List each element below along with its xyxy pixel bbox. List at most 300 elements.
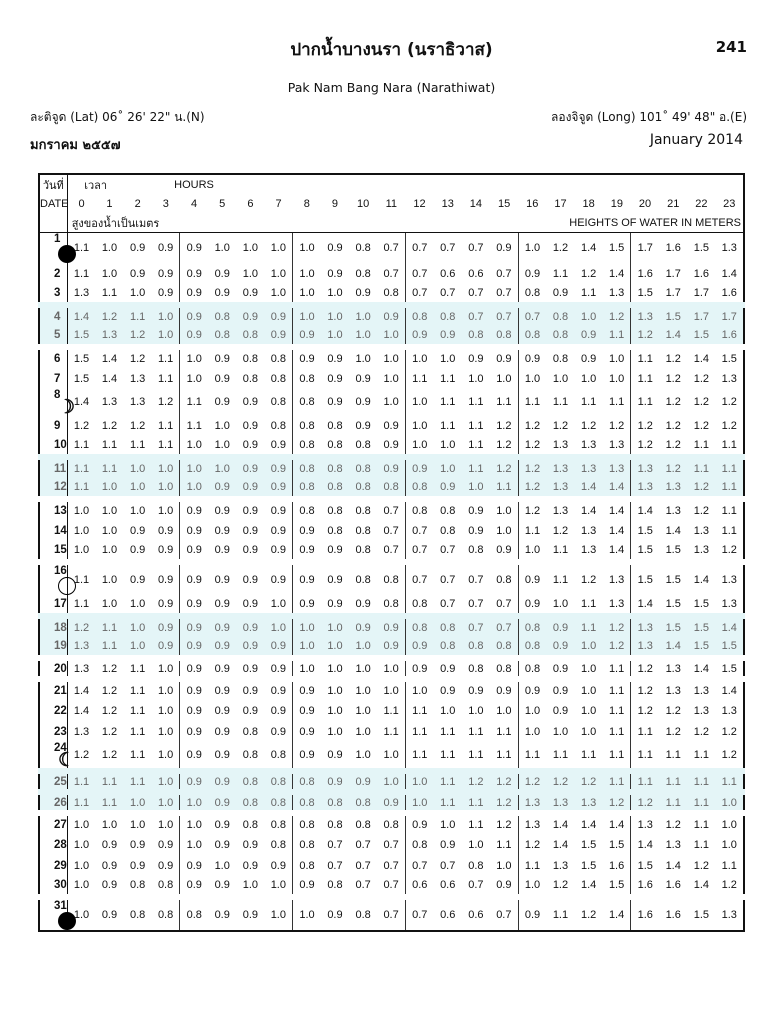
height-value-cell: 1.2 (95, 658, 123, 679)
height-value-cell: 1.0 (490, 520, 518, 541)
height-value-cell: 1.0 (214, 439, 230, 451)
table-row (39, 637, 744, 658)
height-value-cell: 0.8 (299, 439, 315, 451)
height-value-cell: 0.9 (236, 478, 264, 499)
height-value-cell: 1.0 (293, 897, 321, 931)
height-value-cell: 0.7 (434, 562, 462, 595)
height-value-cell: 1.6 (721, 287, 737, 299)
height-value-cell: 0.9 (214, 396, 230, 408)
height-value-cell: 0.8 (327, 879, 343, 891)
day-number: 12 (54, 481, 67, 493)
height-value-cell: 0.9 (518, 562, 546, 595)
height-value-cell: 1.1 (412, 704, 428, 717)
height-value-cell: 0.8 (468, 544, 484, 556)
height-value-cell: 1.0 (603, 368, 631, 389)
table-row (39, 478, 744, 499)
height-value-cell: 0.9 (101, 838, 118, 851)
height-value-cell: 1.5 (659, 616, 687, 637)
height-value-cell: 0.8 (236, 771, 264, 792)
height-value-cell: 0.9 (152, 562, 180, 595)
height-value-cell: 0.8 (299, 372, 315, 385)
height-value-cell: 1.1 (721, 524, 737, 537)
height-value-cell: 1.1 (490, 478, 518, 499)
height-value-cell: 1.1 (524, 396, 541, 408)
height-value-cell: 1.2 (73, 749, 90, 761)
height-value-cell: 0.8 (265, 771, 293, 792)
height-value-cell: 1.3 (603, 284, 631, 305)
height-value-cell: 0.8 (299, 838, 315, 851)
height-value-cell: 0.9 (355, 419, 371, 432)
height-value-cell: 0.8 (321, 457, 349, 478)
height-value-cell: 1.1 (490, 389, 518, 415)
day-number: 29 (54, 859, 67, 872)
height-value-cell: 0.9 (186, 267, 202, 280)
height-value-cell: 1.0 (552, 598, 569, 610)
day-number: 7 (54, 372, 61, 385)
day-number: 31 (54, 900, 67, 912)
date-cell (39, 813, 67, 834)
height-value-cell: 0.9 (434, 478, 462, 499)
height-value-cell: 1.0 (152, 679, 180, 700)
height-value-cell: 0.8 (434, 305, 462, 326)
height-value-cell: 1.0 (152, 721, 180, 742)
height-value-cell: 0.8 (299, 859, 315, 872)
height-value-cell: 1.0 (214, 419, 230, 432)
height-value-cell: 0.9 (242, 419, 259, 432)
height-value-cell: 0.9 (236, 457, 264, 478)
height-value-cell: 0.9 (546, 658, 574, 679)
height-value-cell: 1.2 (637, 704, 653, 717)
height-value-cell: 1.1 (490, 834, 518, 855)
table-row (39, 792, 744, 813)
height-value-cell: 0.9 (377, 457, 405, 478)
height-value-cell: 1.6 (603, 855, 631, 876)
heights-header-english: HEIGHTS OF WATER IN METERS (462, 213, 744, 233)
height-value-cell: 1.2 (603, 616, 631, 637)
height-value-cell: 0.7 (412, 267, 428, 280)
height-value-cell: 0.7 (490, 305, 518, 326)
height-value-cell: 1.0 (95, 233, 123, 264)
height-value-cell: 1.2 (721, 544, 737, 556)
height-value-cell: 1.1 (603, 742, 631, 771)
height-value-cell: 0.7 (405, 897, 433, 931)
height-value-cell: 1.5 (581, 838, 597, 851)
hour-header-cell: 9 (331, 197, 339, 210)
height-value-cell: 1.0 (552, 725, 569, 738)
height-value-cell: 0.9 (208, 562, 236, 595)
height-value-cell: 1.2 (603, 792, 631, 813)
height-value-cell: 0.7 (377, 897, 405, 931)
height-value-cell: 1.1 (603, 679, 631, 700)
height-value-cell: 1.0 (73, 879, 90, 891)
hour-header-cell: 15 (497, 197, 511, 210)
height-value-cell: 1.3 (575, 457, 603, 478)
height-value-cell: 0.9 (552, 287, 569, 299)
height-value-cell: 0.9 (124, 562, 152, 595)
height-value-cell: 1.5 (659, 562, 687, 595)
height-value-cell: 0.8 (321, 478, 349, 499)
height-value-cell: 0.7 (434, 233, 462, 264)
height-value-cell: 0.9 (208, 637, 236, 658)
height-value-cell: 1.4 (603, 813, 631, 834)
height-value-cell: 1.4 (637, 838, 653, 851)
height-value-cell: 1.0 (152, 658, 180, 679)
height-value-cell: 1.2 (95, 679, 123, 700)
height-value-cell: 1.4 (687, 347, 715, 368)
height-value-cell: 1.5 (603, 876, 631, 897)
height-value-cell: 1.1 (73, 267, 90, 280)
height-value-cell: 0.9 (180, 679, 208, 700)
height-value-cell: 0.7 (405, 233, 433, 264)
height-value-cell: 0.9 (355, 287, 371, 299)
height-value-cell: 1.3 (631, 478, 659, 499)
height-value-cell: 0.8 (327, 524, 343, 537)
height-value-cell: 1.1 (186, 419, 202, 432)
latitude-label: ละติจูด (Lat) 06˚ 26' 22" น.(N) (30, 110, 205, 124)
height-value-cell: 1.2 (101, 725, 118, 738)
height-value-cell: 0.9 (186, 725, 202, 738)
height-value-cell: 0.7 (355, 879, 371, 891)
height-value-cell: 0.8 (434, 637, 462, 658)
day-number: 10 (54, 439, 67, 451)
height-value-cell: 1.1 (95, 771, 123, 792)
height-value-cell: 0.8 (546, 326, 574, 347)
height-value-cell: 1.2 (101, 749, 118, 761)
height-value-cell: 1.3 (67, 637, 95, 658)
day-number: 24 (54, 742, 67, 754)
height-value-cell: 1.0 (440, 439, 456, 451)
height-value-cell: 0.9 (355, 396, 371, 408)
height-value-cell: 1.1 (721, 439, 737, 451)
height-value-cell: 0.9 (242, 439, 259, 451)
height-value-cell: 0.9 (124, 233, 152, 264)
date-cell (39, 478, 67, 499)
height-value-cell: 0.9 (546, 637, 574, 658)
height-value-cell: 0.7 (412, 859, 428, 872)
height-value-cell: 0.8 (349, 897, 377, 931)
height-value-cell: 1.4 (687, 562, 715, 595)
date-cell (39, 771, 67, 792)
height-value-cell: 1.3 (130, 396, 146, 408)
height-value-cell: 0.9 (152, 637, 180, 658)
height-value-cell: 0.9 (152, 616, 180, 637)
height-value-cell: 1.0 (73, 544, 90, 556)
height-value-cell: 1.3 (546, 792, 574, 813)
height-value-cell: 0.9 (405, 457, 433, 478)
height-value-cell: 1.0 (377, 347, 405, 368)
height-value-cell: 0.9 (236, 499, 264, 520)
height-value-cell: 0.9 (214, 749, 230, 761)
height-value-cell: 0.8 (208, 305, 236, 326)
height-value-cell: 0.9 (546, 679, 574, 700)
height-value-cell: 1.2 (546, 233, 574, 264)
height-value-cell: 0.9 (236, 305, 264, 326)
height-value-cell: 0.9 (299, 704, 315, 717)
height-value-cell: 1.3 (101, 396, 118, 408)
day-number: 4 (54, 311, 61, 323)
height-value-cell: 1.1 (552, 396, 569, 408)
height-value-cell: 1.0 (124, 616, 152, 637)
height-value-cell: 1.0 (73, 838, 90, 851)
height-value-cell: 0.8 (518, 637, 546, 658)
table-row (39, 813, 744, 834)
table-row (39, 771, 744, 792)
height-value-cell: 1.0 (412, 396, 428, 408)
height-value-cell: 0.8 (265, 368, 293, 389)
height-value-cell: 0.9 (524, 598, 541, 610)
height-value-cell: 1.0 (101, 524, 118, 537)
height-value-cell: 0.9 (236, 658, 264, 679)
height-value-cell: 1.4 (693, 879, 710, 891)
height-value-cell: 1.2 (552, 879, 569, 891)
height-value-cell: 0.9 (186, 287, 202, 299)
height-value-cell: 0.8 (236, 326, 264, 347)
height-value-cell: 1.7 (693, 287, 710, 299)
height-value-cell: 1.0 (355, 749, 371, 761)
height-value-cell: 1.2 (490, 771, 518, 792)
date-cell (39, 415, 67, 436)
height-value-cell: 1.0 (524, 879, 541, 891)
height-value-cell: 1.3 (518, 792, 546, 813)
height-value-cell: 1.3 (581, 544, 597, 556)
height-value-cell: 1.1 (462, 792, 490, 813)
height-value-cell: 0.9 (355, 372, 371, 385)
height-value-cell: 0.9 (327, 396, 343, 408)
day-number: 16 (54, 565, 67, 577)
height-value-cell: 0.9 (434, 326, 462, 347)
height-value-cell: 1.4 (95, 347, 123, 368)
height-value-cell: 0.9 (214, 524, 230, 537)
height-value-cell: 1.1 (468, 725, 484, 738)
height-value-cell: 0.9 (355, 598, 371, 610)
hour-header-cell: 6 (247, 197, 254, 210)
height-value-cell: 0.7 (468, 598, 484, 610)
height-value-cell: 1.6 (637, 879, 653, 891)
height-value-cell: 1.1 (637, 372, 653, 385)
height-value-cell: 1.1 (67, 771, 95, 792)
height-value-cell: 1.4 (575, 813, 603, 834)
height-value-cell: 1.5 (716, 658, 745, 679)
date-cell (39, 368, 67, 389)
height-value-cell: 0.9 (265, 520, 293, 541)
height-value-cell: 0.8 (293, 499, 321, 520)
height-value-cell: 1.2 (490, 415, 518, 436)
date-cell (39, 326, 67, 347)
height-value-cell: 0.9 (130, 267, 146, 280)
height-value-cell: 1.0 (265, 284, 293, 305)
height-value-cell: 0.9 (462, 499, 490, 520)
date-cell (39, 499, 67, 520)
height-value-cell: 1.0 (490, 855, 518, 876)
height-value-cell: 0.9 (186, 524, 202, 537)
height-value-cell: 1.0 (152, 792, 180, 813)
height-value-cell: 1.2 (659, 457, 687, 478)
time-header-thai: เวลา (84, 179, 108, 192)
height-value-cell: 0.9 (265, 478, 293, 499)
height-value-cell: 0.9 (265, 326, 293, 347)
height-value-cell: 1.1 (693, 439, 710, 451)
height-value-cell: 1.1 (575, 616, 603, 637)
height-value-cell: 1.0 (349, 658, 377, 679)
height-value-cell: 0.7 (412, 287, 428, 299)
height-value-cell: 1.0 (377, 679, 405, 700)
height-value-cell: 1.2 (73, 419, 90, 432)
hour-header-cell: 0 (78, 197, 85, 210)
height-value-cell: 1.3 (631, 813, 659, 834)
height-value-cell: 0.9 (377, 792, 405, 813)
height-value-cell: 1.0 (299, 287, 315, 299)
height-value-cell: 1.3 (581, 524, 597, 537)
height-value-cell: 0.8 (242, 372, 259, 385)
height-value-cell: 1.1 (687, 771, 715, 792)
height-value-cell: 0.9 (299, 749, 315, 761)
height-value-cell: 1.0 (265, 616, 293, 637)
height-value-cell: 0.9 (377, 616, 405, 637)
height-value-cell: 0.8 (265, 389, 293, 415)
date-cell (39, 457, 67, 478)
height-value-cell: 1.3 (716, 233, 745, 264)
height-value-cell: 1.0 (575, 305, 603, 326)
height-value-cell: 0.8 (355, 524, 371, 537)
height-value-cell: 0.9 (236, 562, 264, 595)
height-value-cell: 1.1 (581, 396, 597, 408)
table-row (39, 389, 744, 415)
height-value-cell: 0.9 (214, 838, 230, 851)
height-value-cell: 0.8 (355, 267, 371, 280)
height-value-cell: 1.2 (659, 813, 687, 834)
height-value-cell: 0.9 (180, 499, 208, 520)
height-value-cell: 1.3 (546, 457, 574, 478)
height-value-cell: 1.1 (603, 771, 631, 792)
height-value-cell: 1.0 (468, 704, 484, 717)
table-row (39, 326, 744, 347)
height-value-cell: 1.3 (716, 897, 745, 931)
height-value-cell: 0.9 (180, 658, 208, 679)
height-value-cell: 1.0 (152, 700, 180, 721)
height-value-cell: 1.1 (524, 859, 541, 872)
height-value-cell: 0.9 (377, 436, 405, 457)
height-value-cell: 0.8 (299, 396, 315, 408)
height-value-cell: 0.9 (152, 541, 180, 562)
height-value-cell: 1.4 (665, 524, 681, 537)
height-value-cell: 1.1 (546, 897, 574, 931)
height-value-cell: 1.2 (552, 524, 569, 537)
height-value-cell: 1.1 (603, 721, 631, 742)
height-value-cell: 1.1 (524, 524, 541, 537)
height-value-cell: 0.7 (462, 562, 490, 595)
day-number: 9 (54, 419, 61, 432)
height-value-cell: 1.4 (716, 616, 745, 637)
height-value-cell: 1.0 (349, 637, 377, 658)
height-value-cell: 0.9 (130, 838, 146, 851)
day-number: 26 (54, 796, 67, 809)
height-value-cell: 1.5 (67, 326, 95, 347)
height-value-cell: 1.0 (490, 368, 518, 389)
height-value-cell: 0.8 (236, 347, 264, 368)
height-value-cell: 1.2 (524, 439, 541, 451)
height-value-cell: 0.8 (490, 326, 518, 347)
height-value-cell: 0.9 (208, 347, 236, 368)
height-value-cell: 0.9 (208, 897, 236, 931)
height-value-cell: 0.9 (299, 598, 315, 610)
height-value-cell: 1.1 (524, 749, 541, 761)
height-value-cell: 1.5 (665, 598, 681, 610)
height-value-cell: 1.7 (631, 233, 659, 264)
height-value-cell: 1.2 (67, 616, 95, 637)
height-value-cell: 1.2 (524, 419, 541, 432)
height-value-cell: 0.6 (440, 879, 456, 891)
height-value-cell: 1.0 (293, 233, 321, 264)
height-value-cell: 1.0 (321, 637, 349, 658)
height-value-cell: 0.8 (412, 838, 428, 851)
height-value-cell: 1.0 (130, 598, 146, 610)
height-value-cell: 0.7 (468, 287, 484, 299)
table-row (39, 876, 744, 897)
height-value-cell: 1.5 (603, 834, 631, 855)
height-value-cell: 1.1 (67, 562, 95, 595)
height-value-cell: 1.1 (581, 749, 597, 761)
date-header-english: DATE (39, 194, 67, 213)
height-value-cell: 1.6 (693, 267, 710, 280)
day-number: 2 (54, 267, 61, 280)
height-value-cell: 0.9 (152, 595, 180, 616)
day-number: 17 (54, 598, 67, 610)
day-number: 6 (54, 353, 61, 365)
height-value-cell: 1.3 (603, 562, 631, 595)
height-value-cell: 1.2 (101, 419, 118, 432)
height-value-cell: 1.3 (631, 616, 659, 637)
height-value-cell: 0.9 (186, 704, 202, 717)
height-value-cell: 1.2 (490, 436, 518, 457)
height-value-cell: 1.3 (95, 326, 123, 347)
height-value-cell: 0.9 (152, 855, 180, 876)
height-value-cell: 1.1 (67, 233, 95, 264)
height-value-cell: 0.9 (293, 679, 321, 700)
height-value-cell: 1.0 (180, 813, 208, 834)
date-cell (39, 389, 76, 418)
date-cell (39, 305, 67, 326)
height-value-cell: 0.8 (152, 876, 180, 897)
height-value-cell: 1.1 (152, 347, 180, 368)
height-value-cell: 1.2 (659, 347, 687, 368)
height-value-cell: 1.0 (524, 372, 541, 385)
height-value-cell: 0.9 (101, 859, 118, 872)
height-value-cell: 1.5 (716, 347, 745, 368)
height-value-cell: 0.7 (468, 879, 484, 891)
height-value-cell: 1.4 (101, 372, 118, 385)
tide-table (38, 173, 745, 932)
height-value-cell: 0.9 (180, 616, 208, 637)
table-row (39, 742, 744, 771)
height-value-cell: 1.0 (214, 859, 230, 872)
height-value-cell: 1.3 (687, 679, 715, 700)
height-value-cell: 1.1 (603, 700, 631, 721)
height-value-cell: 0.9 (236, 637, 264, 658)
date-cell (39, 284, 67, 305)
height-value-cell: 0.7 (377, 520, 405, 541)
day-number: 3 (54, 287, 61, 299)
height-value-cell: 0.9 (208, 478, 236, 499)
height-value-cell: 0.9 (152, 263, 180, 284)
height-value-cell: 1.2 (693, 419, 710, 432)
height-value-cell: 1.0 (242, 267, 259, 280)
height-value-cell: 1.1 (693, 749, 710, 761)
height-value-cell: 1.0 (101, 267, 118, 280)
height-value-cell: 0.8 (293, 457, 321, 478)
height-value-cell: 0.9 (265, 562, 293, 595)
height-value-cell: 1.1 (637, 725, 653, 738)
height-value-cell: 1.0 (434, 813, 462, 834)
